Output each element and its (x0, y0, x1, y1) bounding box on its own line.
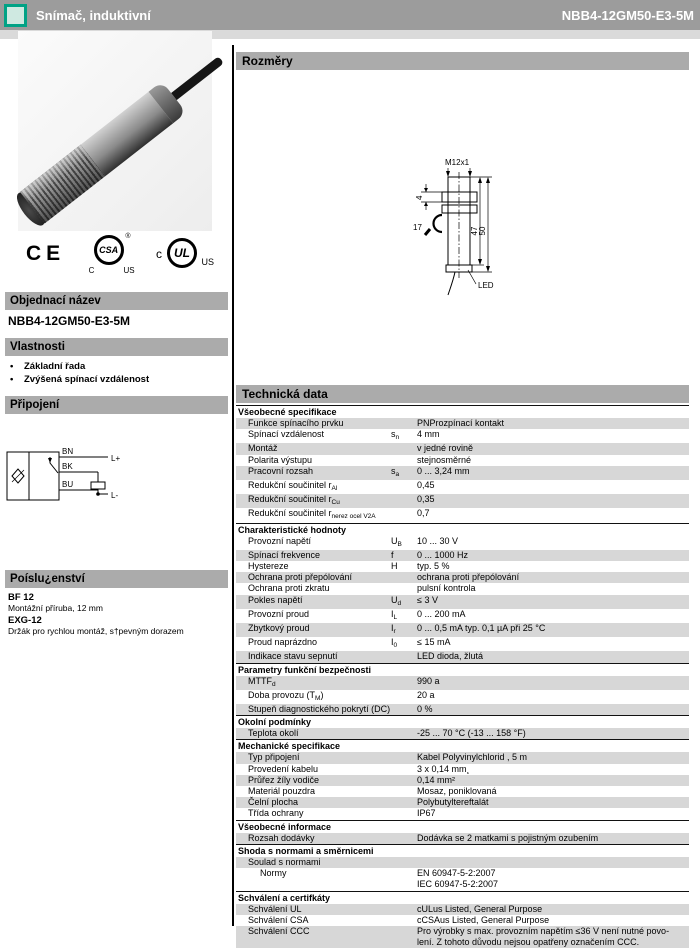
spec-row (236, 443, 689, 454)
document-title: Snímač, induktivní (36, 7, 151, 23)
accessories-list (8, 590, 184, 638)
wiring-diagram (6, 444, 176, 514)
spec-label: Spínací frekvence (248, 549, 321, 560)
spec-value: ≤ 3 V (417, 594, 438, 605)
accessory-name: BF 12 (8, 592, 34, 603)
spec-value: 3 x 0,14 mm¸ (417, 763, 470, 774)
wire-label-bk: BK (62, 462, 73, 471)
spec-row (236, 651, 689, 662)
spec-label: Pokles napětí (248, 594, 303, 605)
wire-label-bu: BU (62, 480, 74, 489)
spec-symbol (391, 572, 417, 583)
spec-row (236, 623, 689, 637)
spec-symbol: H (391, 561, 398, 572)
spec-symbol (391, 583, 417, 594)
spec-symbol: $I_L$ (391, 608, 398, 621)
spec-row (236, 868, 689, 890)
spec-label: Ochrana proti přepólování (248, 572, 353, 583)
spec-symbol (391, 797, 417, 808)
spec-symbol (391, 651, 417, 662)
spec-row (236, 926, 689, 948)
spec-row (236, 690, 689, 704)
tech-table (236, 405, 689, 948)
spec-symbol: $I_r$ (391, 623, 396, 636)
spec-value: Kabel Polyvinylchlorid , 5 m (417, 752, 528, 763)
ul-mark-icon: c UL US (156, 235, 214, 273)
spec-value: EN 60947-5-2:2007 IEC 60947-5-2:2007 (417, 868, 499, 890)
spec-symbol: $s_a$ (391, 465, 400, 478)
section-header-technical-data: Technická data (236, 385, 689, 403)
spec-value: Mosaz, poniklovaná (417, 786, 497, 797)
bullet-icon: • (10, 361, 14, 372)
spec-label: Funkce spínacího prvku (248, 418, 344, 428)
spec-symbol (391, 764, 417, 775)
csa-mark-icon: CSA ® C US (88, 233, 135, 275)
spec-value: typ. 5 % (417, 561, 450, 572)
wrench-size-label: 17 (413, 223, 422, 232)
spec-label: Spínací vzdálenost (248, 429, 325, 440)
spec-value: 20 a (417, 689, 435, 700)
order-name-value: NBB4-12GM50-E3-5M (8, 314, 131, 328)
spec-label: Schválení CSA (248, 914, 309, 925)
spec-value: 990 a (417, 675, 440, 686)
spec-row (236, 797, 689, 808)
spec-value: LED dioda, žlutá (417, 651, 484, 662)
spec-row (236, 676, 689, 690)
spec-value: ≤ 15 mA (417, 637, 451, 648)
spec-value: 0,35 (417, 494, 435, 505)
terminal-label-lplus: L+ (111, 454, 121, 463)
spec-row (236, 466, 689, 480)
spec-row (236, 508, 689, 522)
spec-symbol: $I_0$ (391, 637, 398, 650)
spec-symbol (391, 676, 417, 690)
wrench-icon (434, 215, 443, 232)
dim-50-label: 50 (478, 226, 487, 236)
spec-row (236, 775, 689, 786)
dim-47-label: 47 (470, 226, 479, 236)
spec-symbol (391, 494, 417, 508)
spec-value: 0 ... 3,24 mm (417, 465, 470, 476)
spec-label: Redukční součinitel $r_{nerez ocel V2A}$ (248, 508, 376, 521)
spec-value: 0 % (417, 704, 433, 715)
spec-symbol (391, 775, 417, 786)
spec-row (236, 786, 689, 797)
spec-label: Indikace stavu sepnutí (248, 651, 338, 662)
spec-section-header: Schválení a certifkáty (236, 891, 689, 904)
spec-row (236, 764, 689, 775)
spec-value: 0,7 (417, 508, 430, 519)
spec-symbol: $U_d$ (391, 594, 402, 607)
page-header (0, 0, 700, 30)
spec-label: Pracovní rozsah (248, 465, 314, 476)
section-header-order-name: Objednací název (5, 292, 228, 310)
spec-section-header: Všeobecné informace (236, 820, 689, 833)
spec-row (236, 857, 689, 868)
spec-section-header: Parametry funkční bezpečnosti (236, 663, 689, 676)
led-label: LED (478, 281, 494, 290)
dimension-drawing (405, 145, 595, 310)
spec-label: Teplota okolí (248, 728, 299, 739)
spec-symbol (391, 808, 417, 819)
spec-label: Redukční součinitel $r_{Al}$ (248, 480, 338, 493)
spec-row (236, 752, 689, 763)
section-header-accessories: Poíslu¿enství (5, 570, 228, 588)
spec-symbol (391, 786, 417, 797)
spec-row (236, 595, 689, 609)
spec-row (236, 728, 689, 739)
spec-value: Polybutyltereftalát (417, 797, 489, 808)
spec-label: Proud naprázdno (248, 637, 318, 648)
list-item (10, 373, 149, 386)
spec-label: Ochrana proti zkratu (248, 583, 330, 594)
spec-row (236, 429, 689, 443)
ce-mark-icon: CE (26, 242, 66, 265)
spec-label: Rozsah dodávky (248, 832, 315, 843)
spec-value: -25 ... 70 °C (-13 ... 158 °F) (417, 728, 526, 739)
spec-symbol (391, 752, 417, 763)
spec-label: Provedení kabelu (248, 763, 319, 774)
spec-row (236, 572, 689, 583)
spec-value: 0,45 (417, 480, 435, 491)
spec-value (417, 857, 689, 868)
spec-row (236, 609, 689, 623)
spec-row (236, 904, 689, 915)
spec-label: Schválení CCC (248, 925, 310, 936)
spec-label: Polarita výstupu (248, 454, 313, 465)
sensor-cable (171, 56, 223, 100)
spec-value: cCSAus Listed, General Purpose (417, 914, 550, 925)
sensor-cylinder-image (12, 44, 234, 229)
spec-symbol (391, 418, 417, 429)
spec-value: cULus Listed, General Purpose (417, 903, 543, 914)
spec-row (236, 418, 689, 429)
spec-symbol (391, 833, 417, 844)
spec-row (236, 583, 689, 594)
list-item (10, 360, 149, 373)
spec-row (236, 550, 689, 561)
spec-value: stejnosměrné (417, 454, 472, 465)
accessory-desc: Montážní příruba, 12 mm (8, 603, 103, 613)
spec-symbol: f (391, 549, 394, 560)
spec-symbol (391, 704, 417, 715)
spec-row (236, 704, 689, 715)
spec-section-header: Shoda s normami a směrnicemi (236, 844, 689, 857)
spec-label: Materiál pouzdra (248, 786, 316, 797)
spec-symbol (391, 443, 417, 454)
spec-label: Redukční součinitel $r_{Cu}$ (248, 494, 340, 507)
spec-symbol (391, 926, 417, 948)
spec-row (236, 455, 689, 466)
spec-row (236, 637, 689, 651)
spec-label: Provozní proud (248, 608, 310, 619)
spec-label: Zbytkový proud (248, 623, 310, 634)
spec-symbol (391, 868, 417, 890)
spec-row (236, 833, 689, 844)
accessory-name: EXG-12 (8, 615, 42, 626)
spec-row (236, 561, 689, 572)
spec-symbol: $U_B$ (391, 535, 402, 548)
spec-value: ochrana proti přepólování (417, 572, 520, 583)
spec-label: Typ připojení (248, 752, 300, 763)
section-header-dimensions: Rozměry (236, 52, 689, 70)
nut-height-label: 4 (415, 195, 424, 200)
spec-value: 4 mm (417, 429, 440, 440)
spec-label: Průřez žíly vodiče (248, 774, 320, 785)
part-number: NBB4-12GM50-E3-5M (561, 7, 694, 23)
certification-marks (20, 232, 220, 276)
brand-logo-icon (4, 4, 27, 27)
product-photo (18, 31, 212, 231)
spec-value: 0 ... 0,5 mA typ. 0,1 µA při 25 °C (417, 623, 546, 634)
spec-symbol (391, 915, 417, 926)
spec-label: Stupeň diagnostického pokrytí (DC) (248, 704, 391, 715)
spec-label: $MTTF_d$ (248, 675, 276, 688)
bullet-icon: • (10, 374, 14, 385)
terminal-label-lminus: L- (111, 491, 119, 500)
spec-symbol (391, 728, 417, 739)
spec-label: Soulad s normami (248, 856, 321, 867)
spec-label: Doba provozu $(T_M)$ (248, 689, 324, 702)
spec-label: Normy (260, 868, 287, 879)
spec-label: Čelní plocha (248, 797, 299, 808)
spec-section-header: Charakteristické hodnoty (236, 523, 689, 536)
spec-section-header: Okolní podmínky (236, 715, 689, 728)
thread-label: M12x1 (445, 158, 470, 167)
spec-value: 10 ... 30 V (417, 535, 459, 546)
spec-symbol (391, 508, 417, 522)
spec-symbol: $s_n$ (391, 429, 400, 442)
spec-symbol (391, 904, 417, 915)
spec-value: v jedné rovině (417, 443, 474, 454)
spec-value: 0 ... 1000 Hz (417, 549, 469, 560)
spec-symbol (391, 690, 417, 704)
section-header-connection: Připojení (5, 396, 228, 414)
wire-label-bn: BN (62, 447, 74, 456)
spec-section-header: Mechanické specifikace (236, 739, 689, 752)
spec-row (236, 494, 689, 508)
feature-label: Základní řada (24, 361, 86, 372)
spec-label: Třída ochrany (248, 808, 304, 819)
spec-value: PNProzpínací kontakt (417, 418, 505, 428)
spec-label: Hystereze (248, 561, 289, 572)
spec-value: Dodávka se 2 matkami s pojistným ozubením (417, 832, 599, 843)
spec-value: 0 ... 200 mA (417, 608, 466, 619)
column-divider (232, 45, 234, 926)
spec-section-header: Všeobecné specifikace (236, 405, 689, 418)
spec-value: Pro výrobky s max. provozním napětím ≤36 V není nutné povo- lení. Z tohoto důvodu nejsou opatřeny označením CCC. (417, 925, 670, 948)
features-list (10, 360, 149, 386)
spec-symbol (391, 480, 417, 494)
spec-label: Schválení UL (248, 903, 302, 914)
spec-symbol (391, 455, 417, 466)
spec-symbol (391, 857, 417, 868)
spec-value: pulsní kontrola (417, 583, 476, 594)
spec-row (236, 808, 689, 819)
spec-row (236, 536, 689, 550)
spec-label: Provozní napětí (248, 535, 312, 546)
spec-value: 0,14 mm² (417, 774, 456, 785)
feature-label: Zvýšená spínací vzdálenost (24, 374, 150, 385)
section-header-features: Vlastnosti (5, 338, 228, 356)
spec-row (236, 915, 689, 926)
spec-label: Montáž (248, 443, 278, 454)
accessory-desc: Držák pro rychlou montáž, s†pevným dorazem (8, 626, 184, 636)
spec-value: IP67 (417, 808, 436, 819)
spec-row (236, 480, 689, 494)
